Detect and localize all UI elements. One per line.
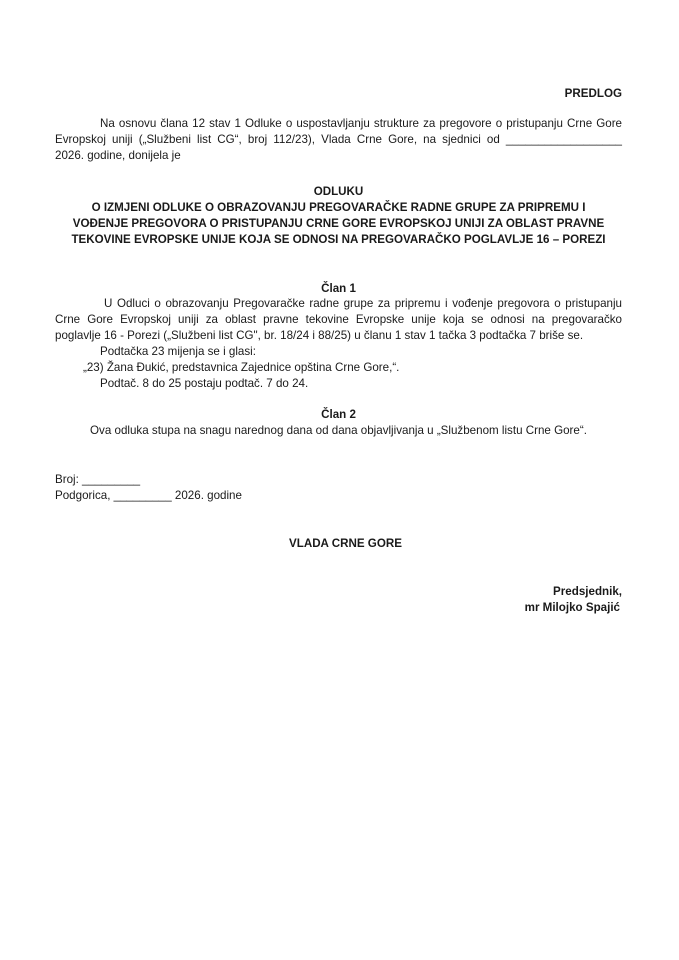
signatory-title: Predsjednik, bbox=[553, 585, 622, 598]
article-1-heading: Član 1 bbox=[321, 282, 356, 295]
signatory-name: mr Milojko Spajić bbox=[524, 601, 620, 614]
decision-title bbox=[55, 184, 622, 248]
article-1-line: poglavlje 16 - Porezi („Službeni list CG", br. 18/24 i 88/25) u članu 1 stav 1 tačka 3 podtačka 7 briše se. bbox=[55, 329, 584, 342]
article-1-line: U Odluci o obrazovanju Pregovaračke radne grupe za pripremu i vođenje pregovora o pristupanju bbox=[104, 297, 622, 310]
document-number-line: Broj: _________ bbox=[55, 473, 141, 486]
preamble-line: Na osnovu člana 12 stav 1 Odluke o uspostavljanju strukture za pregovore o pristupanju Crne Gore bbox=[100, 117, 622, 130]
decision-title-line: VOĐENJE PREGOVORA O PRISTUPANJU CRNE GORE EVROPSKOJ UNIJI ZA OBLAST PRAVNE bbox=[72, 217, 605, 230]
place-date-line: Podgorica, _________ 2026. godine bbox=[55, 489, 242, 502]
decision-title-main: ODLUKU bbox=[313, 185, 364, 198]
article-1-paragraph bbox=[55, 296, 622, 344]
article-1-line: Crne Gore Evropskoj uniji za oblast pravne tekovine Evropske unije koja se odnosi na pregovaračko bbox=[55, 313, 622, 326]
amendment-text: „23) Žana Đukić, predstavnica Zajednice opština Crne Gore,“. bbox=[83, 361, 400, 374]
decision-title-line: TEKOVINE EVROPSKE UNIJE KOJA SE ODNOSI NA PREGOVARAČKO POGLAVLJE 16 – POREZI bbox=[71, 233, 606, 246]
preamble-paragraph bbox=[55, 116, 622, 164]
issuing-authority: VLADA CRNE GORE bbox=[289, 537, 402, 550]
preamble-line: 2026. godine, donijela je bbox=[55, 149, 181, 162]
article-2-heading: Član 2 bbox=[321, 408, 356, 421]
article-2-text: Ova odluka stupa na snagu narednog dana od dana objavljivanja u „Službenom listu Crne Gore“. bbox=[90, 424, 587, 437]
renumbering-text: Podtač. 8 do 25 postaju podtač. 7 do 24. bbox=[100, 377, 309, 390]
preamble-line: Evropskoj uniji („Službeni list CG“, broj 112/23), Vlada Crne Gore, na sjednici od __________________ bbox=[55, 133, 622, 146]
decision-title-line: O IZMJENI ODLUKE O OBRAZOVANJU PREGOVARAČKE RADNE GRUPE ZA PRIPREMU I bbox=[91, 201, 586, 214]
amendment-intro: Podtačka 23 mijenja se i glasi: bbox=[100, 345, 256, 358]
document-status-label: PREDLOG bbox=[564, 87, 622, 100]
